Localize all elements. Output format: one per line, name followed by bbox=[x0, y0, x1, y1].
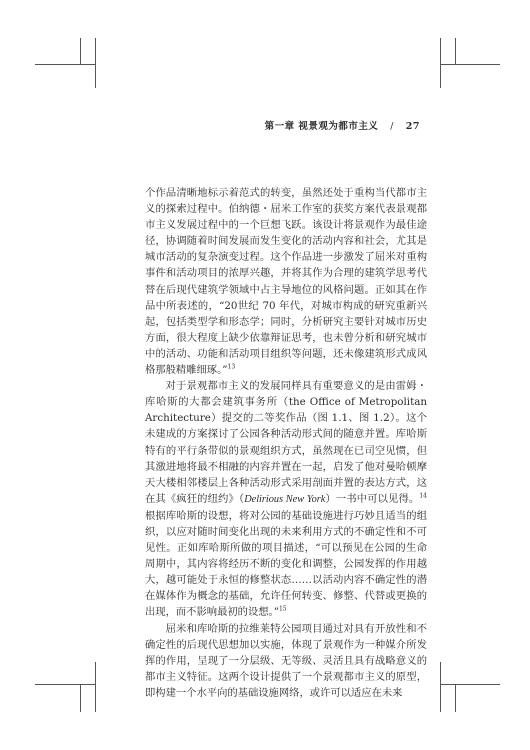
crop-mark bbox=[95, 662, 96, 712]
crop-mark bbox=[80, 38, 81, 64]
running-header bbox=[150, 118, 420, 132]
crop-mark bbox=[440, 38, 441, 88]
crop-mark bbox=[455, 684, 456, 712]
paragraph: 对于景观都市主义的发展同样具有重要意义的是由雷姆・库哈斯的大都会建筑事务所（the Office of Metropolitan Architecture）提交的二等奖作品（图 1.1、图 1.2）。这个未建成的方案探讨了公园各种活动形式间的随意并置。库哈斯特有的平行条带似的景观组织方式，虽然现在已司空见惯，但其激进地将最不相融的内容并置在一起，启发了他对曼哈顿摩天大楼相邻楼层上各种活动形式采用剖面并置的表达方式，这在其《疯狂的纽约》（Delirious New York）一书中可以见得。$^{14}$ 根据库哈斯的设想，将对公园的基础设施进行巧妙且适当的组织，以应对随时间变化出现的未来利用方式的不确定性和不可见性。正如库哈斯所做的项目描述，“可以预见在公园的生命周期中，其内容将经历不断的变化和调整，公园发挥的作用越大，越可能处于永恒的修整状态……以活动内容不确定性的潜在媒体作为概念的基础，允许任何转变、修整、代替或更换的出现，而不影响最初的设想。”$^{15}$ bbox=[145, 380, 427, 619]
crop-mark bbox=[455, 38, 456, 64]
crop-mark bbox=[35, 684, 95, 685]
footnote-ref: 14 bbox=[419, 492, 427, 500]
chapter-title: 第一章 视景观为都市主义 bbox=[264, 121, 379, 132]
page-number: 27 bbox=[405, 121, 420, 132]
crop-mark bbox=[35, 64, 95, 65]
footnote-ref: 13 bbox=[227, 363, 236, 371]
paragraph: 屈米和库哈斯的拉维莱特公园项目通过对具有开放性和不确定性的后现代思想加以实施，体现了景观作为一种媒介所发挥的作用，呈现了一分层级、无等级、灵活且具有战略意义的都市主义特征。这两个设计提供了一个景观都市主义的原型，即构建一个水平向的基础设施网络，或许可以适应在未来 bbox=[145, 622, 427, 699]
body-text bbox=[145, 185, 427, 701]
footnote-ref: 15 bbox=[278, 606, 287, 614]
crop-mark bbox=[440, 662, 441, 712]
paragraph: 个作品清晰地标示着范式的转变，虽然还处于重构当代都市主义的探索过程中。伯纳德・屈米工作室的获奖方案代表景观都市主义发展过程中的一个巨想飞跃。该设计将景观作为最佳途径，协调随着时间发展而发生变化的活动内容和社会，尤其是城市活动的复杂演变过程。这个作品进一步激发了屈米对重构事件和活动项目的浓厚兴趣，并将其作为合理的建筑学思考代替在后现代建筑学领域中占主导地位的风格问题。正如其在作品中所表述的，“20世纪 70 年代，对城市构成的研究重新兴起，包括类型学和形态学；同时，分析研究主要针对城市历史方面，很大程度上缺少依靠辩证思考，也未曾分析和研究城市中的活动、功能和活动项目组织等问题，还未像建筑形式成风格那般精雕细琢。”$^{13}$ bbox=[145, 187, 427, 377]
crop-mark bbox=[95, 38, 96, 88]
crop-mark bbox=[440, 64, 500, 65]
crop-mark bbox=[440, 684, 500, 685]
header-separator: / bbox=[390, 121, 394, 132]
book-title: Delirious New York bbox=[244, 493, 326, 505]
crop-mark bbox=[80, 684, 81, 712]
